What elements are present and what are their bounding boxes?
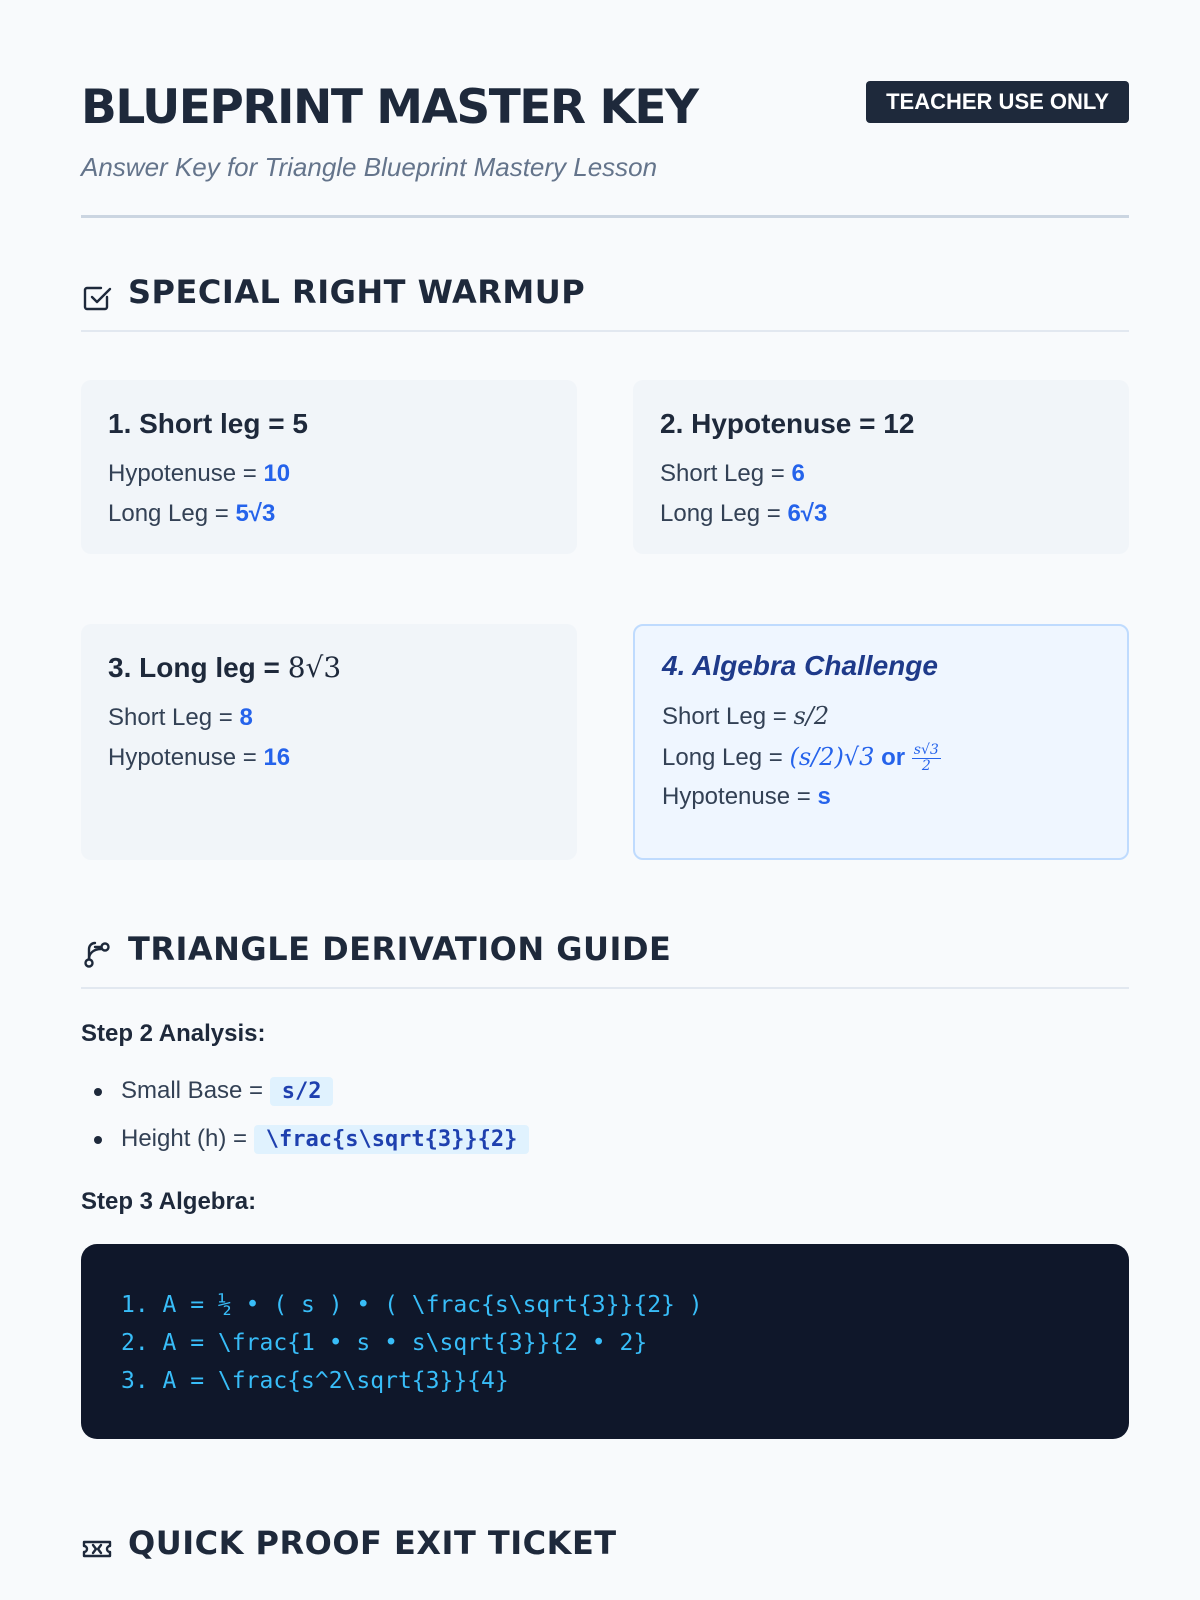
page-title: BLUEPRINT MASTER KEY	[81, 80, 698, 135]
answer-key-page	[81, 0, 1129, 1562]
step-3-label: Step 3 Algebra:	[81, 1188, 257, 1215]
card-row: Short Leg = 8	[108, 704, 253, 731]
inline-code: \frac{s\sqrt{3}}{2}	[254, 1125, 530, 1154]
code-line: 3. A = \frac{s^2\sqrt{3}}{4}	[121, 1368, 509, 1394]
card-heading: 2. Hypotenuse = 12	[660, 408, 915, 439]
answer-value: 10	[263, 460, 291, 487]
warmup-card-1	[81, 380, 577, 554]
checkbox-icon	[81, 282, 113, 314]
section-title: QUICK PROOF EXIT TICKET	[128, 1524, 617, 1562]
branch-icon	[81, 939, 113, 971]
section-title: TRIANGLE DERIVATION GUIDE	[128, 930, 672, 968]
card-heading: 3. Long leg = 8√3	[108, 651, 342, 684]
step-2-list	[81, 1073, 529, 1169]
answer-value: 6	[791, 460, 805, 487]
warmup-card-2	[633, 380, 1129, 554]
card-row: Long Leg = (s/2)√3 or $\frac{s√3}{2}$	[662, 742, 939, 775]
card-row: Short Leg = s/2	[662, 702, 830, 730]
ticket-icon	[81, 1533, 113, 1565]
fraction: $\frac{s√3}{2}$	[913, 742, 939, 775]
card-row: Short Leg = 6	[660, 460, 805, 487]
section-warmup-header	[81, 270, 1129, 332]
card-row: Hypotenuse = s	[662, 783, 831, 811]
page-header	[81, 0, 1129, 218]
math-expression: 8√3	[287, 651, 342, 684]
section-title: SPECIAL RIGHT WARMUP	[128, 273, 586, 311]
card-heading: 4. Algebra Challenge	[662, 650, 938, 681]
code-line: 1. A = ½ • ( s ) • ( \frac{s\sqrt{3}}{2} )	[121, 1292, 703, 1318]
step-2-label: Step 2 Analysis:	[81, 1020, 266, 1047]
card-row: Hypotenuse = 16	[108, 744, 291, 771]
page-subtitle: Answer Key for Triangle Blueprint Mastery Lesson	[81, 152, 658, 182]
answer-value: 8	[239, 704, 253, 731]
section-derivation-header	[81, 927, 1129, 989]
card-row: Long Leg = 6√3	[660, 500, 828, 527]
algebra-challenge-card	[633, 624, 1129, 860]
math-expression: (s/2)√3	[789, 743, 875, 771]
teacher-badge: TEACHER USE ONLY	[866, 81, 1129, 123]
algebra-code-block	[81, 1244, 1129, 1439]
card-heading: 1. Short leg = 5	[108, 408, 308, 439]
list-item: Height (h) = \frac{s\sqrt{3}}{2}	[81, 1121, 529, 1169]
list-item: Small Base = s/2	[81, 1073, 529, 1121]
card-row: Long Leg = 5√3	[108, 500, 276, 527]
answer-value: 5√3	[235, 500, 276, 527]
inline-code: s/2	[270, 1077, 334, 1106]
answer-value: 16	[263, 744, 291, 771]
code-line: 2. A = \frac{1 • s • s\sqrt{3}}{2 • 2}	[121, 1330, 648, 1356]
math-expression: s/2	[793, 702, 830, 730]
warmup-card-3	[81, 624, 577, 860]
answer-value: s	[817, 783, 831, 811]
answer-value: 6√3	[787, 500, 828, 527]
card-row: Hypotenuse = 10	[108, 460, 291, 487]
section-exit-header	[81, 1521, 1129, 1581]
